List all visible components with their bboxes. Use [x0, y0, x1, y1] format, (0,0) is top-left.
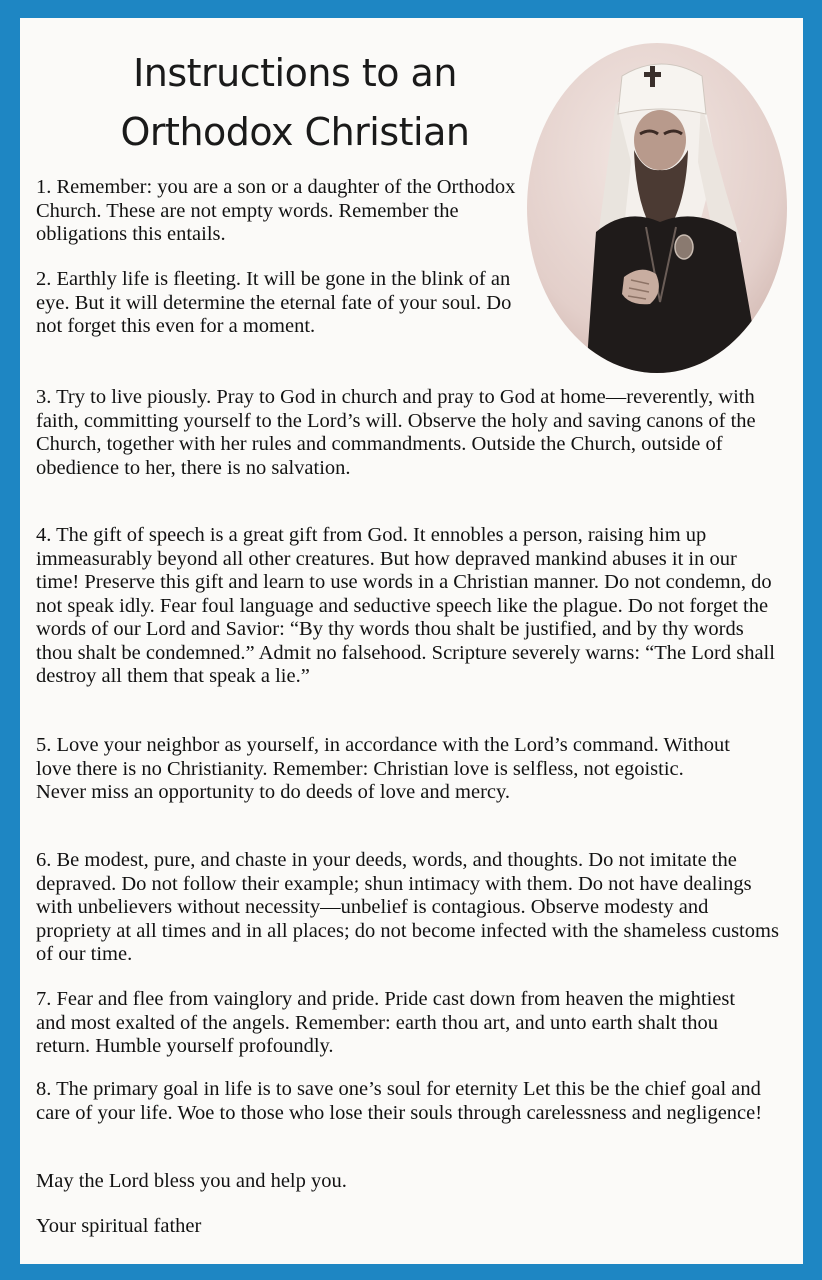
bishop-portrait-photo: [526, 42, 788, 374]
instruction-paragraph-6: 6. Be modest, pure, and chaste in your deeds, words, and thoughts. Do not imitate the depraved. Do not follow their example; shun intimacy with them. Do not have dealings with unbelievers without necessity—unbelief is contagious. Observe modesty and propriety at all times and in all places; do not become infected with the shameless customs of our time.: [36, 849, 779, 965]
instruction-paragraph-4: 4. The gift of speech is a great gift from God. It ennobles a person, raising him up immeasurably beyond all other creatures. But how depraved mankind abuses it in our time! Preserve this gift and learn to use words in a Christian manner. Do not condemn, do not speak idly. Fear foul language and seductive speech like the plague. Do not forget the words of our Lord and Savior: “By thy words thou shalt be justified, and by thy words thou shalt be condemned.” Admit no falsehood. Scripture severely warns: “The Lord shall destroy all them that speak a lie.”: [36, 524, 775, 687]
instruction-paragraph-2: 2. Earthly life is fleeting. It will be gone in the blink of an eye. But it will determine the eternal fate of your soul. Do not forget this even for a moment.: [36, 268, 512, 337]
instruction-paragraph-1: 1. Remember: you are a son or a daughter of the Orthodox Church. These are not empty words. Remember the obligations this entails.: [36, 176, 516, 245]
signature-line: Your spiritual father: [36, 1215, 202, 1237]
instruction-paragraph-5: 5. Love your neighbor as yourself, in accordance with the Lord’s command. Without love there is no Christianity. Remember: Christian love is selfless, not egoistic. Never miss an opportunity to do deeds of love and mercy.: [36, 734, 730, 803]
instruction-paragraph-8: 8. The primary goal in life is to save one’s soul for eternity Let this be the chief goal and care of your life. Woe to those who lose their souls through carelessness and negligence!: [36, 1078, 763, 1124]
title-line-2: Orthodox Christian: [120, 110, 470, 154]
instruction-paragraph-3: 3. Try to live piously. Pray to God in church and pray to God at home—reverently, with faith, committing yourself to the Lord’s will. Observe the holy and saving canons of the Church, together with her rules and commandments. Outside the Church, outside of obedience to her, there is no salvation.: [36, 386, 756, 479]
title-line-1: Instructions to an: [133, 51, 457, 95]
closing-blessing: May the Lord bless you and help you.: [36, 1170, 347, 1192]
prayer-card: [20, 18, 803, 1264]
instruction-paragraph-7: 7. Fear and flee from vainglory and pride. Pride cast down from heaven the mightiest and most exalted of the angels. Remember: earth thou art, and unto earth shalt thou return. Humble yourself profoundly.: [36, 988, 736, 1057]
card-title: [60, 44, 530, 162]
